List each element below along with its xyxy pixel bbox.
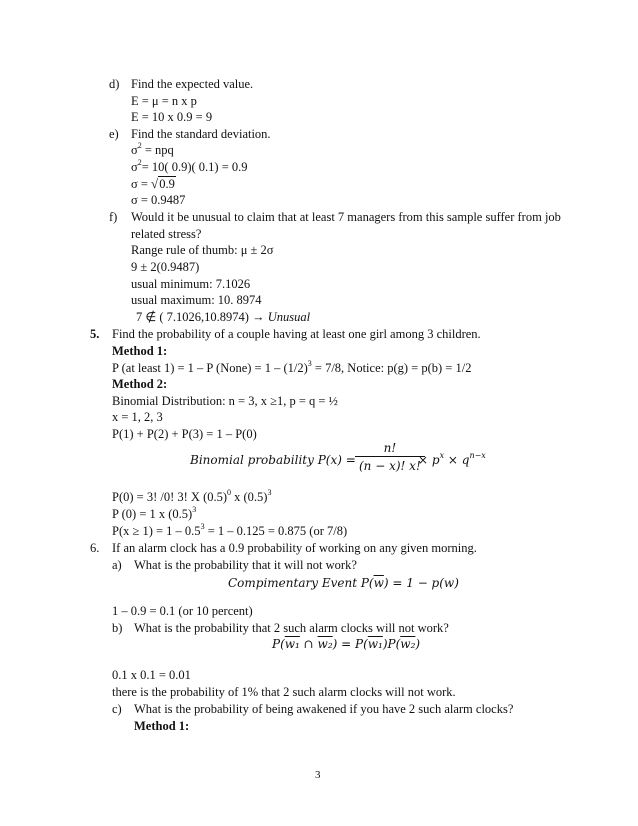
q6-a-question: What is the probability that it will not work? xyxy=(134,558,357,572)
q5-number: 5. xyxy=(90,327,100,341)
part-f-max: usual maximum: 10. 8974 xyxy=(131,293,262,307)
part-d-step2: E = 10 x 0.9 = 9 xyxy=(131,110,213,124)
q5-calc3: $P(x \ge 1) = 1 - 0.5^3 = 1 - 0.125 = 0.875$ (or 7/8) xyxy=(112,521,348,538)
part-f-rule: Range rule of thumb: μ ± 2σ xyxy=(131,243,274,257)
complementary-formula: Compimentary Event $P(\overline{w}) = 1 - p(w)$ xyxy=(228,576,459,590)
q5-method2-line2: x = 1, 2, 3 xyxy=(112,410,163,424)
part-e-step3: σ = √0.9 xyxy=(131,176,175,191)
q5-calc1: P(0) = 3! /0! 3! X $(0.5)^0$ x $(0.5)^3$ xyxy=(112,487,272,504)
part-d-label: d) xyxy=(109,77,120,91)
q6-a-label: a) xyxy=(112,558,122,572)
part-e-label: e) xyxy=(109,127,119,141)
q5-method1-label: Method 1: xyxy=(112,344,168,358)
q6-question: If an alarm clock has a 0.9 probability of working on any given morning. xyxy=(112,541,477,555)
part-f-question-line2: related stress? xyxy=(131,227,202,241)
part-e-step4: σ = 0.9487 xyxy=(131,193,186,207)
sqrt-radicand: 0.9 xyxy=(159,177,175,191)
fraction-denominator: (n − x)! x! xyxy=(355,456,425,473)
binomial-formula-tail: × $p^x \times q^{n-x}$ xyxy=(418,451,486,467)
q6-b-label: b) xyxy=(112,621,123,635)
q5-method2-label: Method 2: xyxy=(112,377,168,391)
q6-a-answer: 1 – 0.9 = 0.1 (or 10 percent) xyxy=(112,604,253,618)
q5-method1-line: P (at least 1) = 1 – P (None) = $1 - (1/2)^3 = 7/8$, Notice: p(g) = p(b) = 1/2 xyxy=(112,358,472,375)
q5-method2-line3: P(1) + P(2) + P(3) = 1 – P(0) xyxy=(112,427,257,441)
q5-question: Find the probability of a couple having at least one girl among 3 children. xyxy=(112,327,481,341)
part-e-question: Find the standard deviation. xyxy=(131,127,271,141)
q6-c-label: c) xyxy=(112,702,122,716)
part-f-label: f) xyxy=(109,210,118,224)
q6-c-method1: Method 1: xyxy=(134,719,190,733)
part-f-question-line1: Would it be unusual to claim that at least 7 managers from this sample suffer from job xyxy=(131,210,561,224)
intersection-formula: P(w₁ ∩ w₂) = P(w₁)P(w₂) xyxy=(272,637,421,651)
q6-b-answer2: there is the probability of 1% that 2 such alarm clocks will not work. xyxy=(112,685,456,699)
q5-method2-line1: Binomial Distribution: n = 3, x ≥1, p = q = ½ xyxy=(112,394,338,408)
part-f-min: usual minimum: 7.1026 xyxy=(131,277,251,291)
part-f-calc: 9 ± 2(0.9487) xyxy=(131,260,200,274)
q6-c-question: What is the probability of being awakened if you have 2 such alarm clocks? xyxy=(134,702,514,716)
binomial-fraction xyxy=(355,441,425,473)
part-e-step1: $\sigma^2$ = npq xyxy=(131,140,174,157)
q6-b-answer1: 0.1 x 0.1 = 0.01 xyxy=(112,668,191,682)
binomial-formula-label: Binomial probability P(x) = xyxy=(190,453,356,467)
fraction-numerator: n! xyxy=(383,441,397,455)
q6-number: 6. xyxy=(90,541,100,555)
part-d-question: Find the expected value. xyxy=(131,77,254,91)
part-d-step1: E = μ = n x p xyxy=(131,94,197,108)
q6-b-question: What is the probability that 2 such alarm clocks will not work? xyxy=(134,621,449,635)
part-e-step2: $\sigma^2= 10$( 0.9)( 0.1) = 0.9 xyxy=(131,157,248,174)
part-f-conclusion: 7 ∉ ( 7.1026,10.8974) → Unusual xyxy=(136,310,311,324)
page-number: 3 xyxy=(315,769,321,781)
q5-calc2: P (0) = 1 x $(0.5)^3$ xyxy=(112,504,197,521)
